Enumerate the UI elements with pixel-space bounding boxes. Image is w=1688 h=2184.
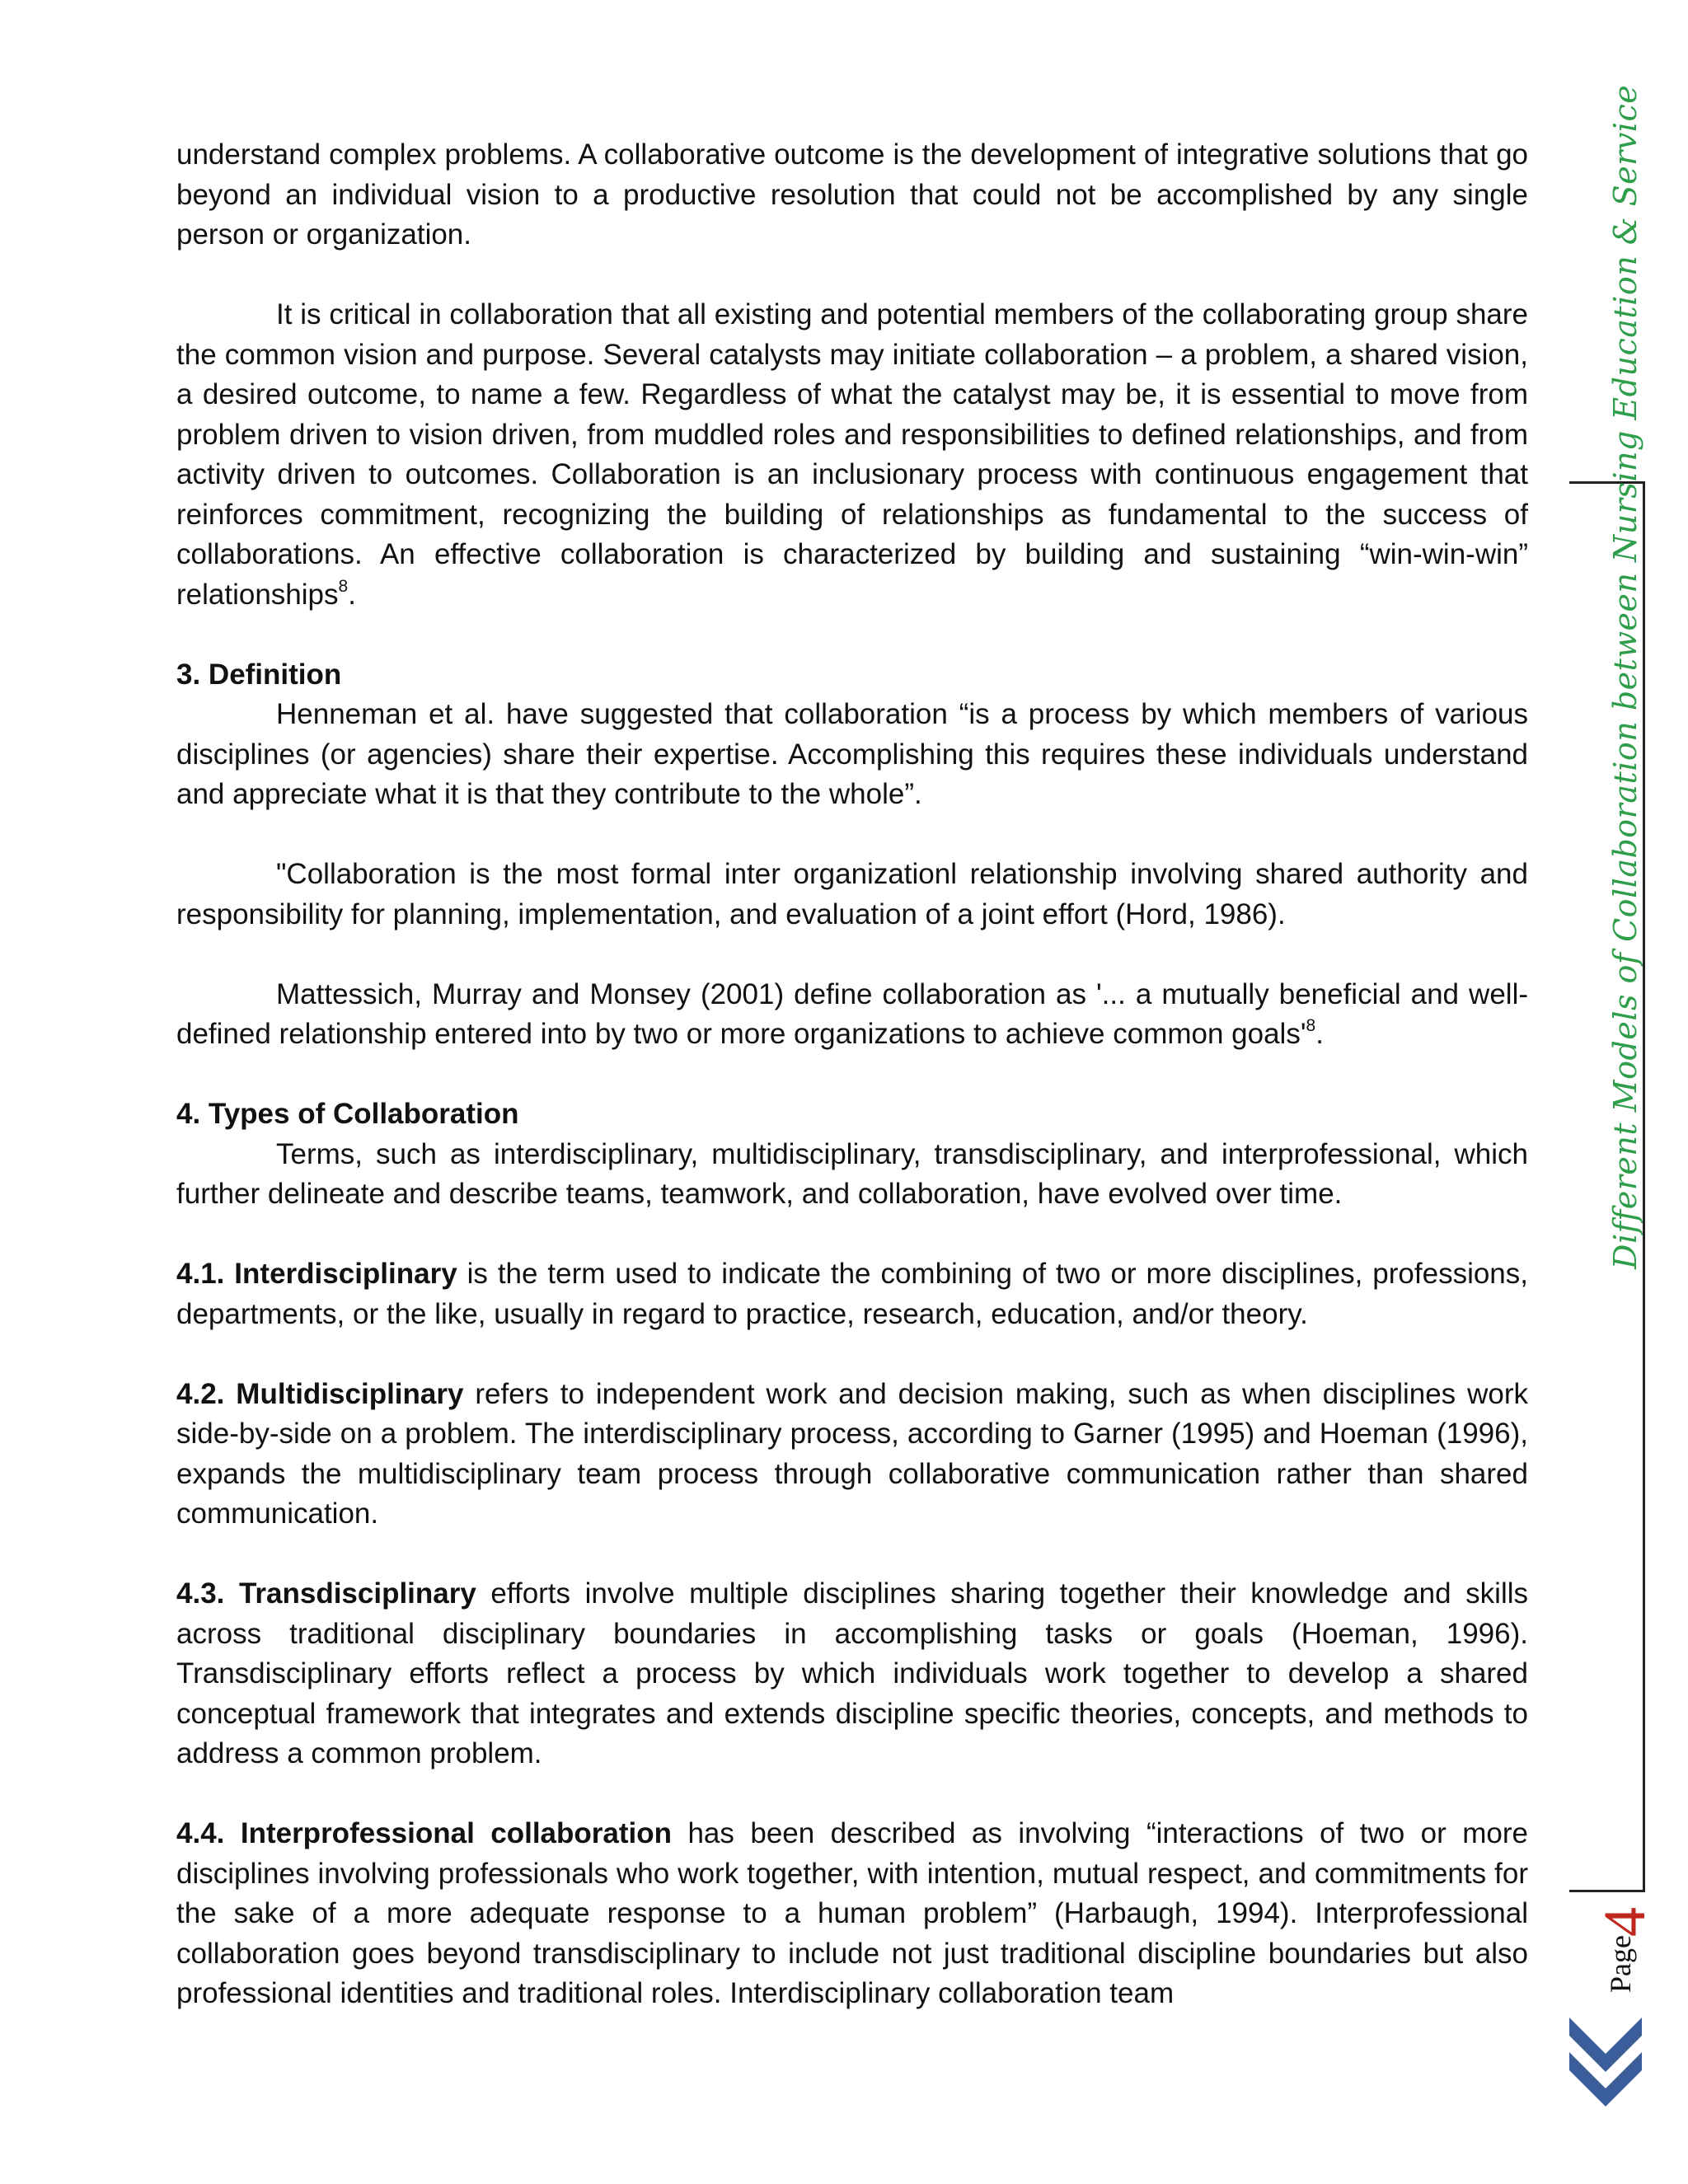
term-transdisciplinary: 4.3. Transdisciplinary	[176, 1577, 476, 1610]
subsection-4-2-text: refers to independent work and decision making, such as when disciplines work side-by-side on a problem. The interdisciplinary process, according to Garner (1995) and Hoeman (1996), expands the multidisciplinary team process through collaborative communication rather than shared communication.	[176, 1377, 1528, 1530]
running-title: Different Models of Collaboration between Nursing Education & Service	[1607, 84, 1643, 1269]
subsection-4-2	[176, 1375, 1528, 1535]
term-multidisciplinary: 4.2. Multidisciplinary	[176, 1377, 464, 1410]
section-heading-types: 4. Types of Collaboration	[176, 1098, 519, 1130]
subsection-4-3	[176, 1574, 1528, 1774]
reference-marker: 8	[1306, 1016, 1316, 1036]
paragraph-2	[176, 295, 1528, 615]
paragraph-2-end: .	[348, 578, 356, 611]
paragraph-4: "Collaboration is the most formal inter organizationl relationship involving shared authority and responsibility for planning, implementation, and evaluation of a joint effort (Hord, 1986).	[176, 858, 1528, 930]
subsection-4-3-text: efforts involve multiple disciplines sharing together their knowledge and skills across traditional disciplinary boundaries in accomplishing tasks or goals (Hoeman, 1996). Transdisciplinary efforts reflect a process by which individuals work together to develop a shared conceptual framework that integrates and extends discipline specific theories, concepts, and methods to address a common problem.	[176, 1577, 1528, 1769]
paragraph-6: Terms, such as interdisciplinary, multidisciplinary, transdisciplinary, and interprofessional, which further delineate and describe teams, teamwork, and collaboration, have evolved over time.	[176, 1137, 1528, 1210]
reference-marker: 8	[338, 576, 349, 596]
paragraph-3: Henneman et al. have suggested that collaboration “is a process by which members of various disciplines (or agencies) share their expertise. Accomplishing this requires these individuals understand and appreciate what it is that they contribute to the whole”.	[176, 698, 1528, 810]
subsection-4-1	[176, 1254, 1528, 1334]
subsection-4-4-text: has been described as involving “interactions of two or more disciplines involving professionals who work together, with intention, mutual respect, and commitments for the sake of a more adequate response to a human problem” (Harbaugh, 1994). Interprofessional collaboration goes beyond transdisciplinary to include not just traditional discipline boundaries but also professional identities and traditional roles. Interdisciplinary collaboration team	[176, 1817, 1528, 2009]
page-label: Page	[1604, 1935, 1637, 1993]
paragraph-5	[176, 975, 1528, 1055]
term-interprofessional: 4.4. Interprofessional collaboration	[176, 1817, 672, 1849]
body-text	[176, 135, 1528, 2014]
paragraph-1: understand complex problems. A collaborative outcome is the development of integrative solutions that go beyond an individual vision to a productive resolution that could not be accomplished by any single person or organization.	[176, 138, 1528, 251]
subsection-4-1-text: is the term used to indicate the combining of two or more disciplines, professions, departments, or the like, usually in regard to practice, research, education, and/or theory.	[176, 1258, 1528, 1330]
paragraph-5-text: Mattessich, Murray and Monsey (2001) define collaboration as '... a mutually beneficial and well-defined relationship entered into by two or more organizations to achieve common goals'	[176, 977, 1528, 1050]
term-interdisciplinary: 4.1. Interdisciplinary	[176, 1258, 457, 1290]
subsection-4-4	[176, 1814, 1528, 2014]
page-number: 4	[1592, 1907, 1658, 1937]
section-heading-definition: 3. Definition	[176, 658, 342, 691]
paragraph-5-end: .	[1315, 1018, 1324, 1050]
paragraph-2-text: It is critical in collaboration that all existing and potential members of the collaborating group share the common vision and purpose. Several catalysts may initiate collaboration – a problem, a shared vision, a desired outcome, to name a few. Regardless of what the catalyst may be, it is essential to move from problem driven to vision driven, from muddled roles and responsibilities to defined relationships, and from activity driven to outcomes. Collaboration is an inclusionary process with continuous engagement that reinforces commitment, recognizing the building of relationships as fundamental to the success of collaborations. An effective collaboration is characterized by building and sustaining “win-win-win” relationships	[176, 298, 1528, 611]
double-chevron-down-icon	[1566, 2011, 1645, 2120]
